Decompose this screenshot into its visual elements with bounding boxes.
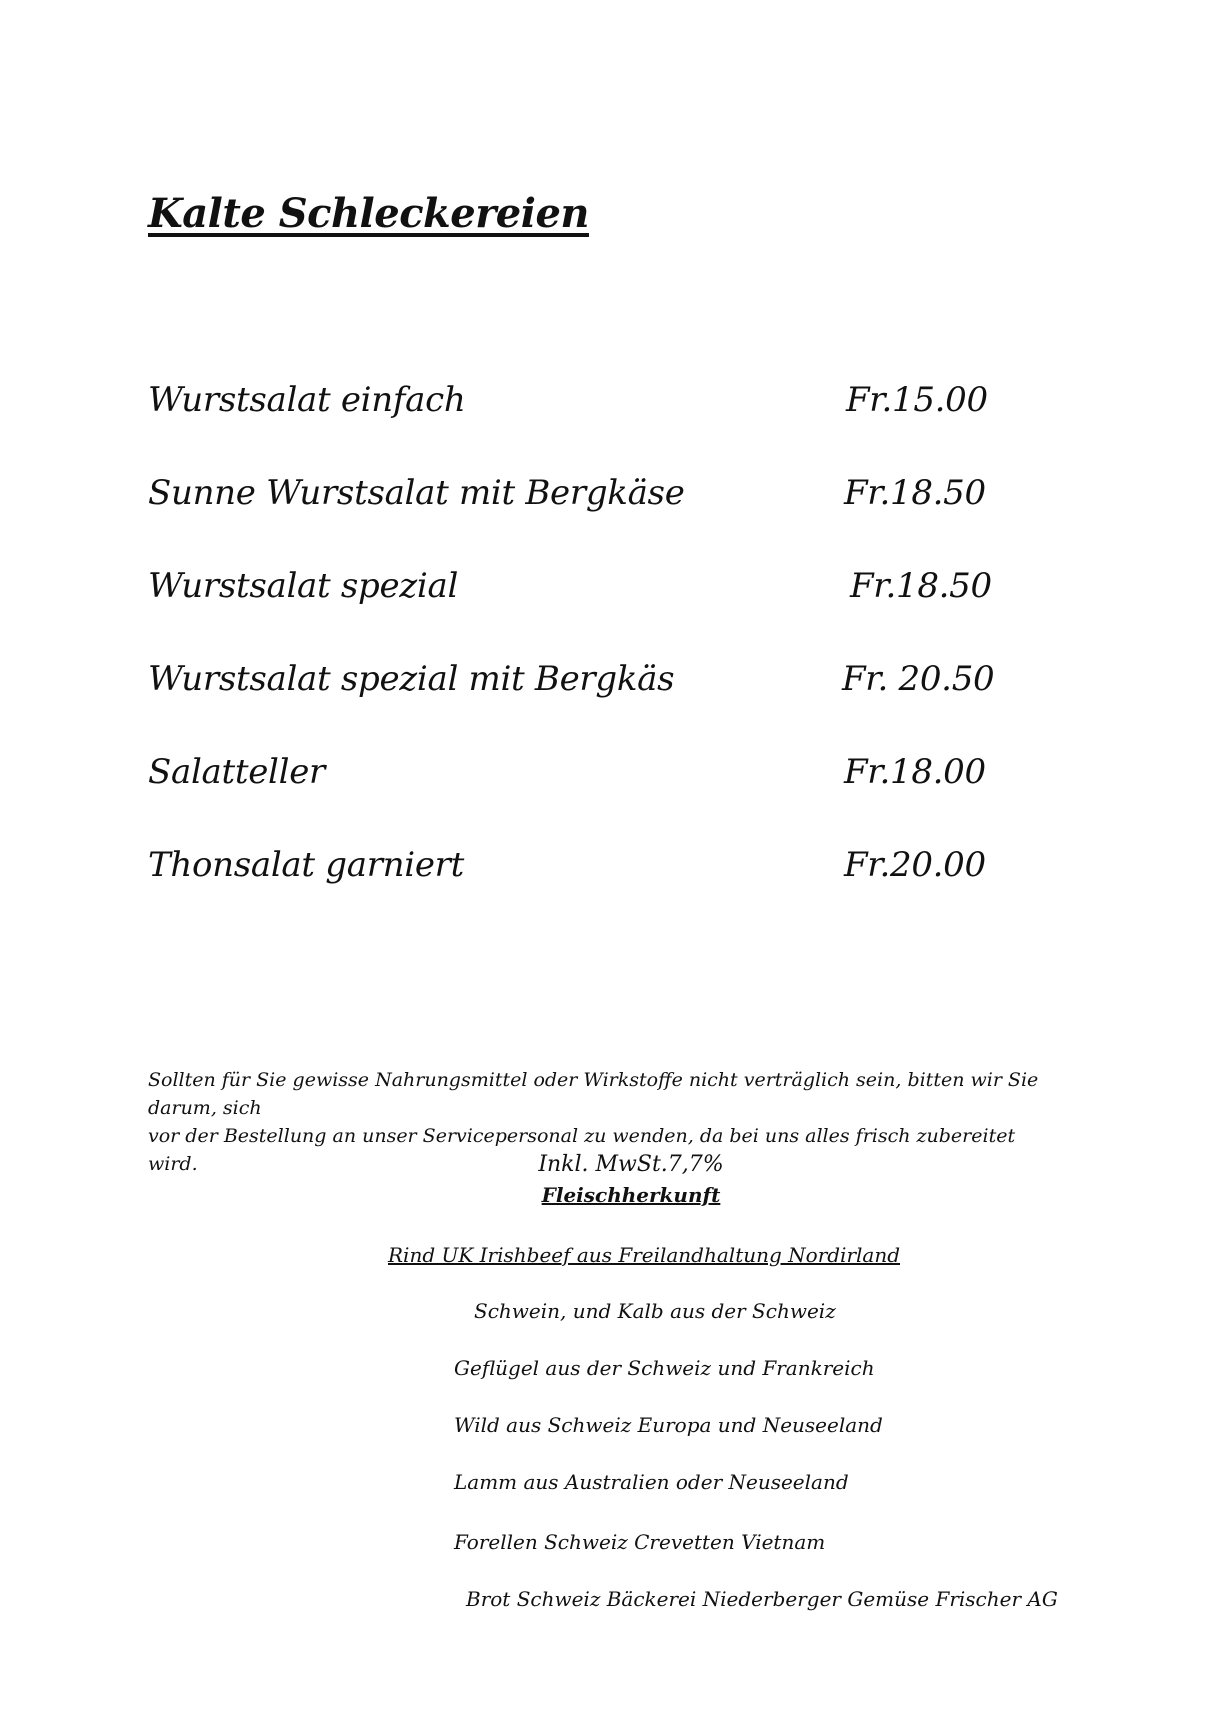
menu-item <box>148 845 1008 938</box>
origin-line: Lamm aus Australien oder Neuseeland <box>454 1470 849 1494</box>
origin-line: Geflügel aus der Schweiz und Frankreich <box>454 1356 875 1380</box>
origin-heading: Fleischherkunft <box>541 1183 721 1207</box>
origin-line: Rind UK Irishbeef aus Freilandhaltung Nordirland <box>388 1243 901 1267</box>
menu-item-price: Fr. 20.50 <box>842 659 995 699</box>
allergy-note-line: Sollten für Sie gewisse Nahrungsmittel oder Wirkstoffe nicht verträglich sein, bitten wir Sie darum, sich <box>148 1069 1039 1119</box>
origin-line: Forellen Schweiz Crevetten Vietnam <box>454 1530 826 1554</box>
menu-item-price: Fr.18.50 <box>844 473 986 513</box>
menu-item-price: Fr.18.00 <box>844 752 986 792</box>
origin-line: Wild aus Schweiz Europa und Neuseeland <box>454 1413 883 1437</box>
menu-item <box>148 659 1008 752</box>
menu-item-price: Fr.18.50 <box>850 566 992 606</box>
menu-item-name: Wurstsalat spezial mit Bergkäs <box>148 659 675 699</box>
origin-line: Schwein, und Kalb aus der Schweiz <box>474 1299 836 1323</box>
page-title: Kalte Schleckereien <box>148 190 589 237</box>
menu-list <box>148 380 1008 938</box>
allergy-note-line: vor der Bestellung an unser Servicepersonal zu wenden, da bei uns alles frisch zubereitet wird. <box>148 1125 1016 1175</box>
menu-item-name: Wurstsalat spezial <box>148 566 459 606</box>
menu-item <box>148 380 1008 473</box>
menu-item-price: Fr.15.00 <box>846 380 988 420</box>
menu-item-name: Salatteller <box>148 752 325 792</box>
menu-item-name: Thonsalat garniert <box>148 845 464 885</box>
vat-note: Inkl. MwSt.7,7% <box>538 1152 724 1177</box>
menu-item-name: Wurstsalat einfach <box>148 380 466 420</box>
menu-item-name: Sunne Wurstsalat mit Bergkäse <box>148 473 685 513</box>
menu-item <box>148 473 1008 566</box>
menu-item <box>148 752 1008 845</box>
menu-item-price: Fr.20.00 <box>844 845 986 885</box>
menu-item <box>148 566 1008 659</box>
origin-line: Brot Schweiz Bäckerei Niederberger Gemüse Frischer AG <box>466 1587 1058 1611</box>
